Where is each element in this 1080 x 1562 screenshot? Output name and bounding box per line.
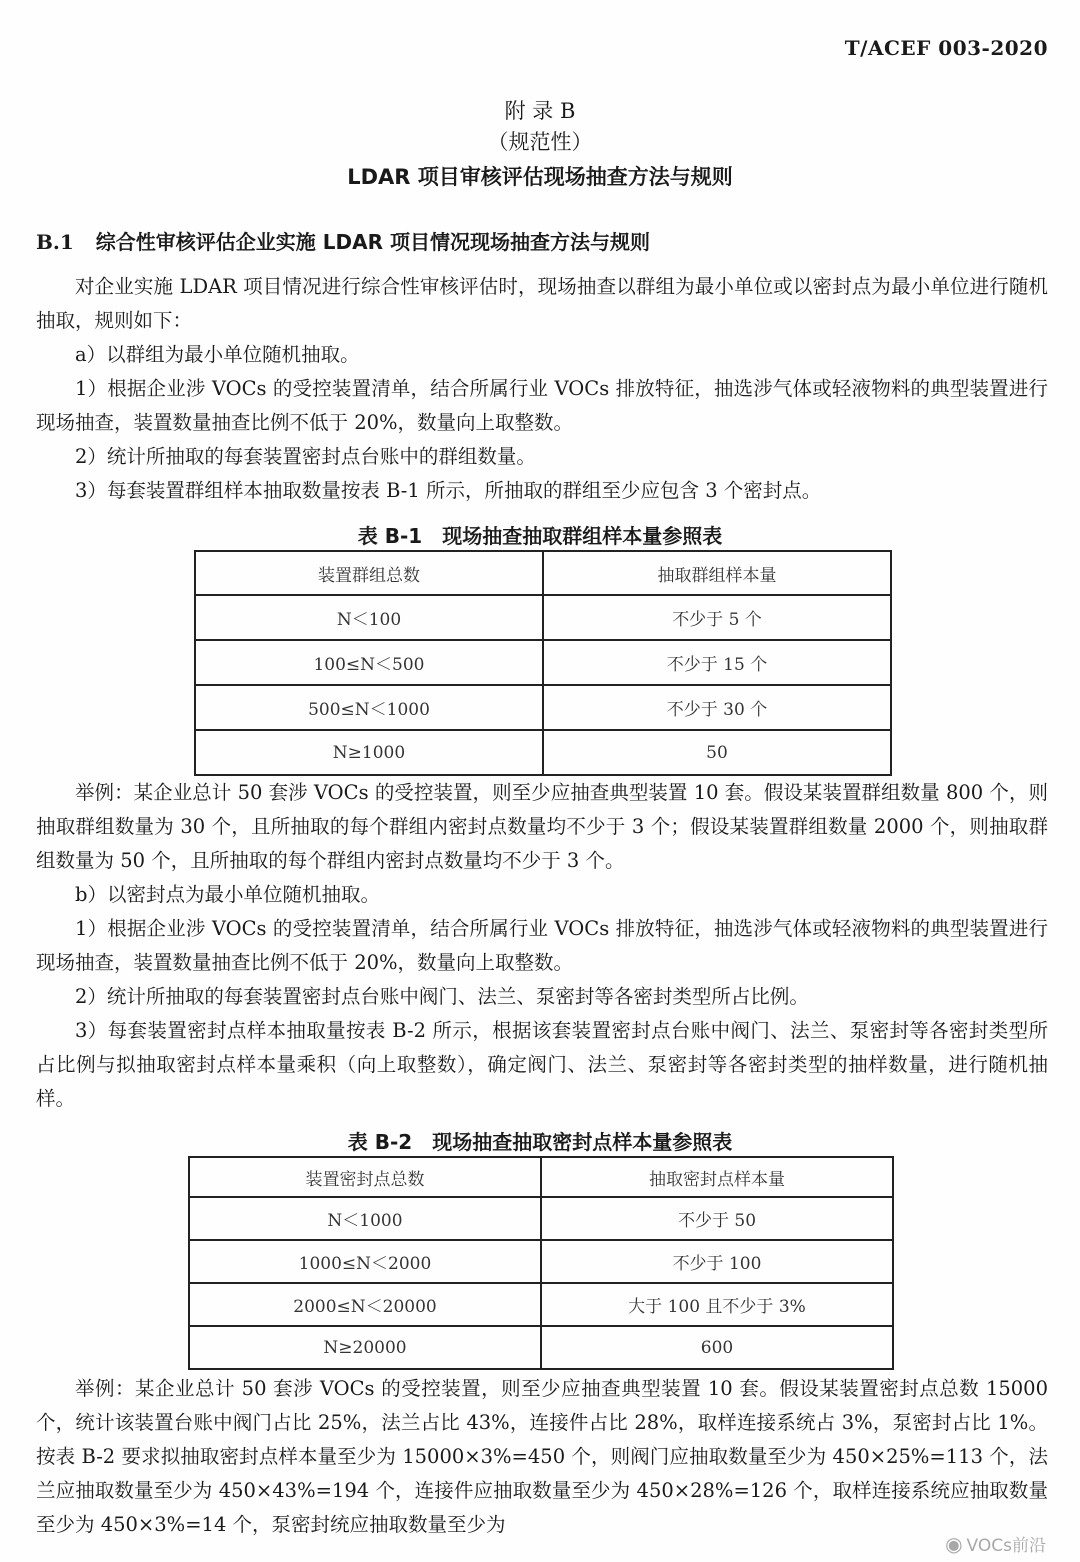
appendix-title: 附 录 B bbox=[504, 99, 576, 123]
watermark-text: VOCs前沿 bbox=[966, 1536, 1046, 1556]
paragraph-a2: 2）统计所抽取的每套装置密封点台账中的群组数量。 bbox=[75, 445, 536, 468]
paragraph-a: a）以群组为最小单位随机抽取。 bbox=[75, 343, 360, 366]
table-cell: 50 bbox=[543, 730, 891, 775]
wechat-icon: ◉ bbox=[945, 1532, 963, 1556]
table-row bbox=[189, 1197, 893, 1240]
table-cell: 大于 100 且不少于 3% bbox=[541, 1283, 893, 1326]
table-header-cell: 抽取密封点样本量 bbox=[541, 1157, 893, 1197]
table-cell: 不少于 15 个 bbox=[543, 640, 891, 685]
table-header-cell: 抽取群组样本量 bbox=[543, 551, 891, 595]
paragraph-b1: 1）根据企业涉 VOCs 的受控装置清单，结合所属行业 VOCs 排放特征，抽选涉气体或轻液物料的典型装置进行现场抽查，装置数量抽查比例不低于 20%，数量向上取整数。 bbox=[36, 917, 1048, 974]
paragraph-intro: 对企业实施 LDAR 项目情况进行综合性审核评估时，现场抽查以群组为最小单位或以密封点为最小单位进行随机抽取，规则如下： bbox=[36, 275, 1048, 332]
watermark bbox=[945, 1531, 1046, 1556]
table-row bbox=[189, 1326, 893, 1369]
table-b1-caption: 表 B-1 现场抽查抽取群组样本量参照表 bbox=[357, 524, 723, 548]
paragraph-b: b）以密封点为最小单位随机抽取。 bbox=[75, 883, 380, 906]
table-cell: 2000≤N＜20000 bbox=[189, 1283, 541, 1326]
table-b2-caption: 表 B-2 现场抽查抽取密封点样本量参照表 bbox=[347, 1130, 733, 1154]
table-cell: N≥20000 bbox=[189, 1326, 541, 1369]
table-cell: 不少于 30 个 bbox=[543, 685, 891, 730]
table-row bbox=[195, 640, 891, 685]
table-cell: 600 bbox=[541, 1326, 893, 1369]
table-cell: 500≤N＜1000 bbox=[195, 685, 543, 730]
table-cell: 不少于 100 bbox=[541, 1240, 893, 1283]
table-cell: N＜1000 bbox=[189, 1197, 541, 1240]
table-cell: 不少于 50 bbox=[541, 1197, 893, 1240]
table-cell: 1000≤N＜2000 bbox=[189, 1240, 541, 1283]
paragraph-a1: 1）根据企业涉 VOCs 的受控装置清单，结合所属行业 VOCs 排放特征，抽选涉气体或轻液物料的典型装置进行现场抽查，装置数量抽查比例不低于 20%，数量向上取整数。 bbox=[36, 377, 1048, 434]
table-b1 bbox=[194, 550, 892, 776]
table-b2 bbox=[188, 1156, 894, 1370]
table-cell: N＜100 bbox=[195, 595, 543, 640]
table-cell: N≥1000 bbox=[195, 730, 543, 775]
paragraph-example-1: 举例：某企业总计 50 套涉 VOCs 的受控装置，则至少应抽查典型装置 10 套。假设某装置群组数量 800 个，则抽取群组数量为 30 个，且所抽取的每个群组内密封点数量均不少于 3 个；假设某装置群组数量 2000 个，则抽取群组数量为 50 个，且所抽取的每个群组内密封点数量均不少于 3 个。 bbox=[36, 781, 1048, 872]
paragraph-a3: 3）每套装置群组样本抽取数量按表 B-1 所示，所抽取的群组至少应包含 3 个密封点。 bbox=[75, 479, 822, 502]
table-row bbox=[195, 685, 891, 730]
section-heading bbox=[36, 226, 650, 255]
appendix-nature: （规范性） bbox=[487, 130, 593, 154]
table-row bbox=[189, 1240, 893, 1283]
table-row bbox=[195, 551, 891, 595]
table-cell: 100≤N＜500 bbox=[195, 640, 543, 685]
document-code: T/ACEF 003-2020 bbox=[844, 36, 1048, 60]
table-row bbox=[195, 730, 891, 775]
table-cell: 不少于 5 个 bbox=[543, 595, 891, 640]
appendix-main-title: LDAR 项目审核评估现场抽查方法与规则 bbox=[347, 165, 733, 189]
section-heading-text: 综合性审核评估企业实施 LDAR 项目情况现场抽查方法与规则 bbox=[95, 230, 650, 254]
paragraph-b2: 2）统计所抽取的每套装置密封点台账中阀门、法兰、泵密封等各密封类型所占比例。 bbox=[75, 985, 809, 1008]
paragraph-example-2: 举例：某企业总计 50 套涉 VOCs 的受控装置，则至少应抽查典型装置 10 套。假设某装置密封点总数 15000 个，统计该装置台账中阀门占比 25%，法兰占比 43%，连接件占比 28%，取样连接系统占 3%，泵密封占比 1%。按表 B-2 要求拟抽取密封点样本量至少为 15000×3%=450 个，则阀门应抽取数量至少为 450×25%=113 个，法兰应抽取数量至少为 450×43%=194 个，连接件应抽取数量至少为 450×28%=126 个，取样连接系统应抽取数量至少为 450×3%=14 个，泵密封统应抽取数量至少为 bbox=[36, 1377, 1048, 1536]
table-row bbox=[195, 595, 891, 640]
paragraph-b3: 3）每套装置密封点样本抽取量按表 B-2 所示，根据该套装置密封点台账中阀门、法兰、泵密封等各密封类型所占比例与拟抽取密封点样本量乘积（向上取整数），确定阀门、法兰、泵密封等各密封类型的抽样数量，进行随机抽样。 bbox=[36, 1019, 1048, 1110]
table-row bbox=[189, 1283, 893, 1326]
table-header-cell: 装置群组总数 bbox=[195, 551, 543, 595]
title-block bbox=[0, 96, 1080, 193]
table-header-cell: 装置密封点总数 bbox=[189, 1157, 541, 1197]
section-number: B.1 bbox=[36, 230, 74, 254]
table-row bbox=[189, 1157, 893, 1197]
